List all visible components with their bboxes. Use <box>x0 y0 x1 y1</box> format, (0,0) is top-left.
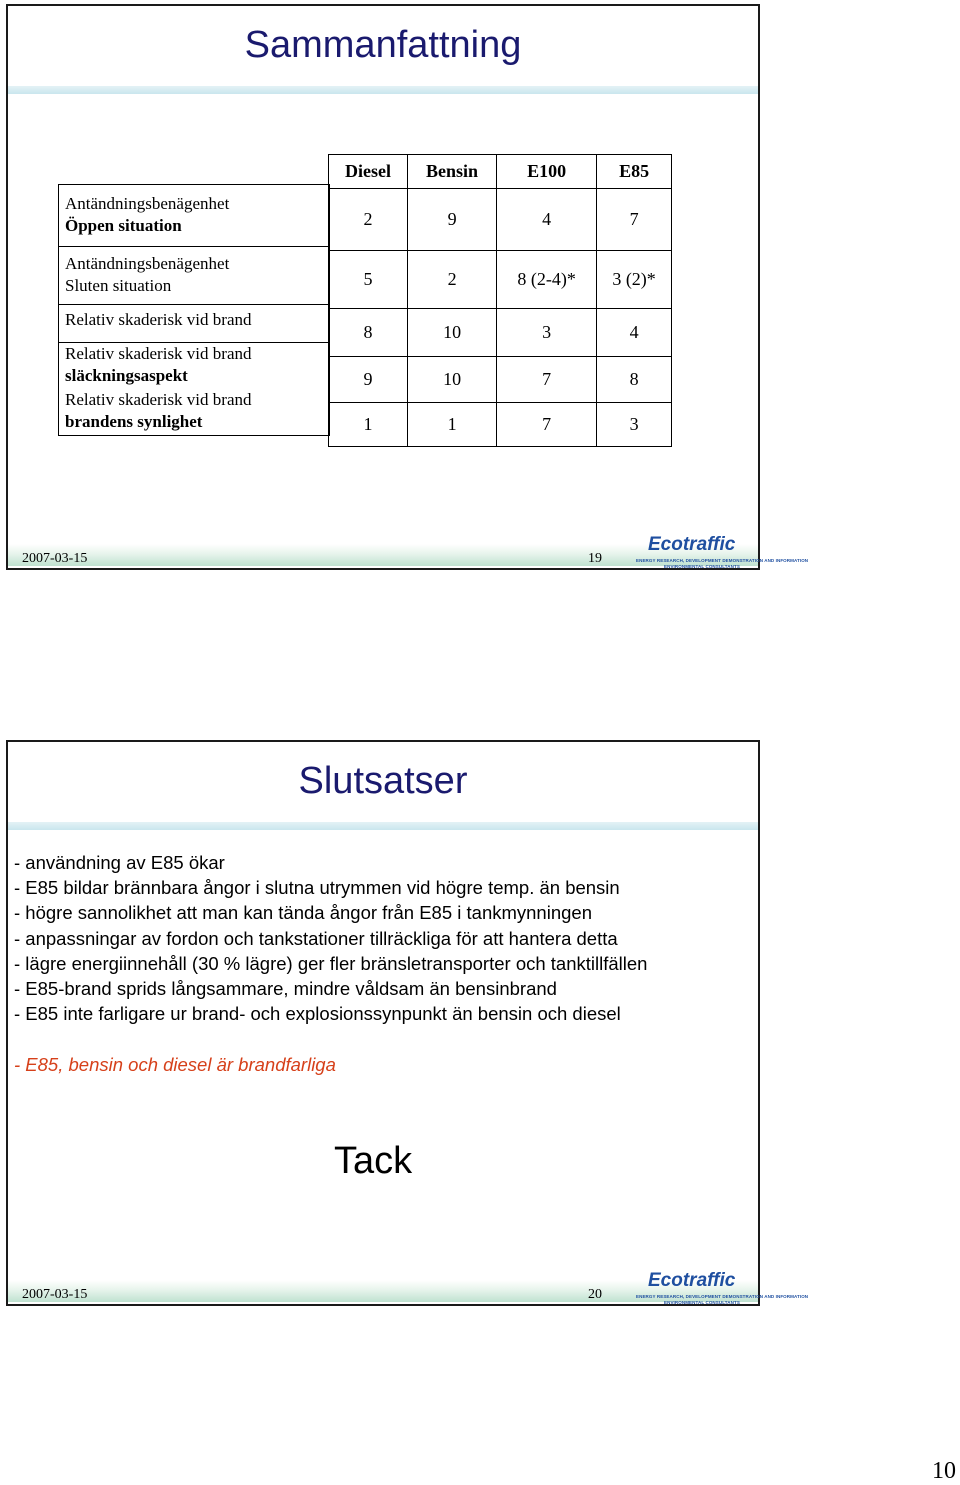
row-label-line: brandens synlighet <box>65 412 203 431</box>
table-cell: 4 <box>597 309 672 357</box>
row-label <box>59 343 329 389</box>
row-label-line: Relativ skaderisk vid brand <box>65 310 252 329</box>
list-item: - anpassningar av fordon och tankstationer tillräckliga för att hantera detta <box>14 927 618 949</box>
table-cell: 7 <box>497 357 597 403</box>
list-item: - högre sannolikhet att man kan tända ångor från E85 i tankmynningen <box>14 902 592 924</box>
row-label-line: Sluten situation <box>65 276 172 295</box>
table-cell: 3 <box>497 309 597 357</box>
table-row <box>329 403 672 447</box>
row-label-line: släckningsaspekt <box>65 366 188 385</box>
conclusion-list <box>14 850 647 1026</box>
table-cell: 3 <box>597 403 672 447</box>
column-header: E100 <box>497 155 597 189</box>
column-header: E85 <box>597 155 672 189</box>
logo-tagline: ENERGY RESEARCH, DEVELOPMENT DEMONSTRATION AND INFORMATION <box>636 1294 809 1299</box>
row-labels <box>58 184 330 436</box>
column-header: Bensin <box>407 155 496 189</box>
table-cell: 10 <box>407 309 496 357</box>
page-number: 10 <box>932 1458 956 1484</box>
table-cell: 1 <box>407 403 496 447</box>
table-row <box>329 189 672 251</box>
list-item: - användning av E85 ökar <box>14 852 225 873</box>
table-cell: 9 <box>329 357 408 403</box>
ecotraffic-logo <box>634 534 809 570</box>
row-label <box>59 389 329 435</box>
table-cell: 8 <box>597 357 672 403</box>
table-cell: 8 <box>329 309 408 357</box>
slide-number: 19 <box>588 551 602 566</box>
table-cell: 4 <box>497 189 597 251</box>
row-label-line: Antändningsbenägenhet <box>65 194 230 213</box>
table-cell: 1 <box>329 403 408 447</box>
table-cell: 2 <box>407 251 496 309</box>
list-item: - E85 bildar brännbara ångor i slutna utrymmen vid högre temp. än bensin <box>14 877 620 899</box>
slide-title: Sammanfattning <box>244 24 522 66</box>
table-cell: 10 <box>407 357 496 403</box>
table-row <box>329 251 672 309</box>
table-cell: 7 <box>497 403 597 447</box>
table-cell: 2 <box>329 189 408 251</box>
row-label-line: Relativ skaderisk vid brand <box>65 390 252 409</box>
table-cell: 5 <box>329 251 408 309</box>
table-cell: 7 <box>597 189 672 251</box>
table-row <box>329 309 672 357</box>
title-divider <box>8 86 758 94</box>
row-label-line: Antändningsbenägenhet <box>65 254 230 273</box>
table-row <box>329 357 672 403</box>
logo-tagline: ENVIRONMENTAL CONSULTANTS <box>664 1300 740 1305</box>
table-cell: 3 (2)* <box>597 251 672 309</box>
slide-slutsatser <box>6 740 809 1306</box>
table-cell: 9 <box>407 189 496 251</box>
slide-number: 20 <box>588 1287 602 1302</box>
list-item: - lägre energiinnehåll (30 % lägre) ger fler bränsletransporter och tanktillfällen <box>14 952 648 974</box>
footer-date: 2007-03-15 <box>22 1287 88 1302</box>
slide-title: Slutsatser <box>298 760 468 802</box>
table-cell: 8 (2-4)* <box>497 251 597 309</box>
title-divider <box>8 822 758 830</box>
fuel-comparison-table <box>328 154 672 447</box>
list-item: - E85 inte farligare ur brand- och explosionssynpunkt än bensin och diesel <box>14 1003 621 1025</box>
row-label-line: Relativ skaderisk vid brand <box>65 344 252 363</box>
row-label <box>59 185 329 247</box>
column-header: Diesel <box>329 155 408 189</box>
logo-wordmark: Ecotraffic <box>648 1270 736 1291</box>
logo-tagline: ENVIRONMENTAL CONSULTANTS <box>664 564 740 569</box>
final-conclusion: - E85, bensin och diesel är brandfarliga <box>14 1054 336 1075</box>
table-header-row <box>329 155 672 189</box>
footer-date: 2007-03-15 <box>22 551 88 566</box>
logo-wordmark: Ecotraffic <box>648 534 736 555</box>
closing-text: Tack <box>334 1140 413 1182</box>
logo-tagline: ENERGY RESEARCH, DEVELOPMENT DEMONSTRATION AND INFORMATION <box>636 558 809 563</box>
ecotraffic-logo <box>634 1270 809 1306</box>
slide-sammanfattning <box>6 4 809 570</box>
row-label <box>59 247 329 305</box>
row-label-line: Öppen situation <box>65 216 182 235</box>
list-item: - E85-brand sprids långsammare, mindre våldsam än bensinbrand <box>14 978 557 1000</box>
row-label <box>59 305 329 343</box>
